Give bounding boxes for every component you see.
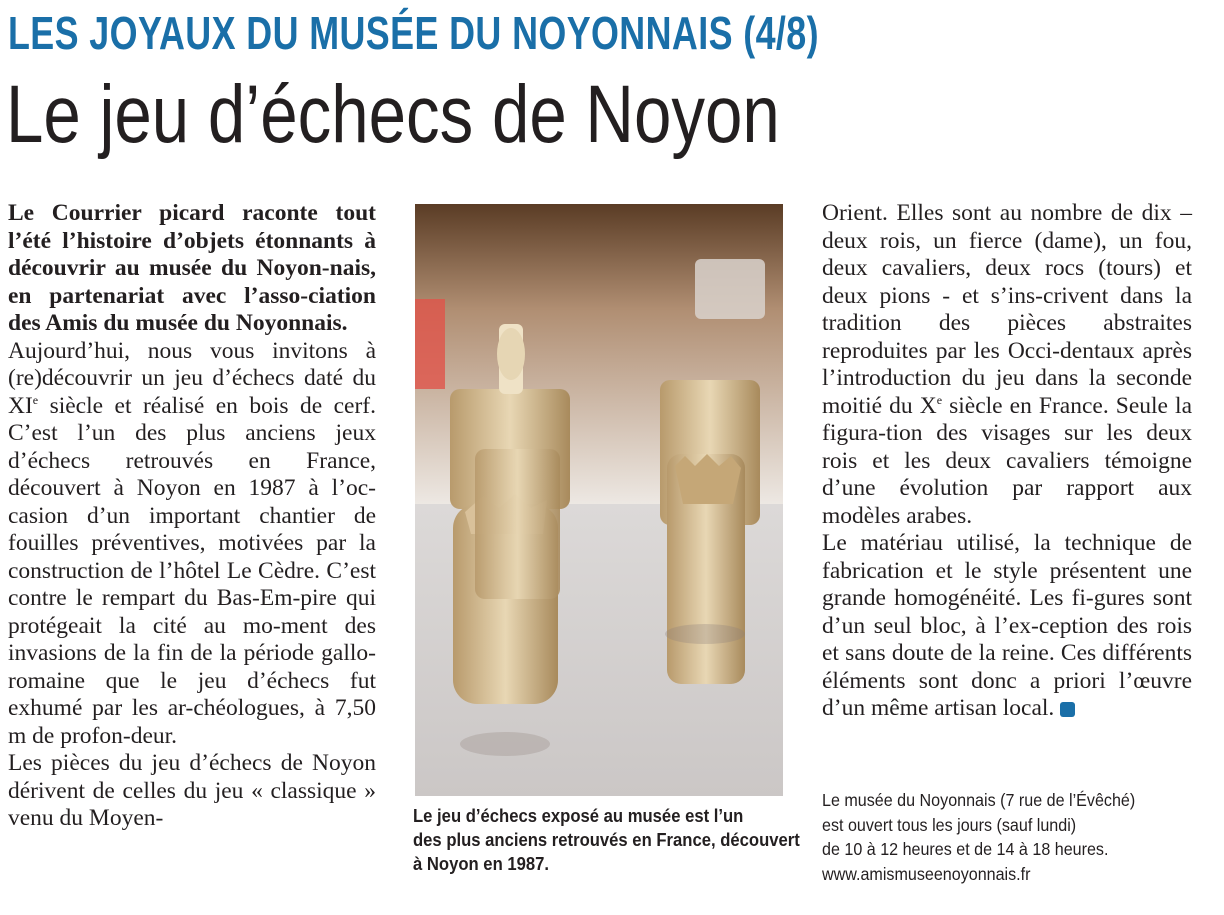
text-line: une grande homogénéité. Les fi- [822,557,1193,611]
article-photo [415,204,783,796]
lead-paragraph [8,200,376,338]
text-line: (tours) et deux pions - et s’ins- [822,255,1193,309]
superscript: e [936,392,943,407]
body-paragraph [8,338,376,751]
text-line: jeux d’échecs retrouvés en France, [8,420,376,474]
text-line: les deux cavaliers témoigne d’une [822,447,1193,501]
text-line: pire qui protégeait la cité au mo- [8,585,376,639]
text-line: jeu dans la seconde moitié du [822,365,1193,419]
website-link[interactable]: www.amismuseenoyonnais.fr [822,863,1031,884]
text-line: Noyonnais. [235,310,348,336]
body-paragraph [8,750,376,833]
article-right-column [822,200,1192,723]
text-line: ment des invasions de la fin de la [8,612,376,666]
text-line: cerf. C’est l’un des plus anciens [8,392,376,446]
body-paragraph [822,530,1192,723]
article-left-column [8,200,376,833]
text-line: nais, en partenariat avec l’asso- [8,255,376,309]
text-line: ception des rois et sans doute de la [822,612,1192,666]
text-line: fabrication et le style présentent [822,557,1147,584]
caption-line: à Noyon en 1987. [413,853,550,874]
text-line: crivent dans la tradition des pièces [822,282,1192,336]
text-line: (re)découvrir un jeu d’échecs daté [8,365,344,391]
pawn-piece [475,449,560,599]
text-line: Le Courrier picard raconte tout [8,200,376,226]
text-line: la construction de l’hôtel Le Cèdre. [8,530,376,584]
text-line: du XI [8,365,376,419]
text-line: d’échecs fut exhumé par les ar- [8,667,376,721]
red-label [415,299,445,389]
text-line: ciation des Amis du musée du [8,282,376,336]
caption-line: des plus anciens retrouvés en France, découvert [413,829,800,850]
museum-info-box [822,788,1172,886]
text-line: chéologues, à 7,50 m de profon- [8,695,376,749]
chess-pieces-photo [415,204,783,796]
text-line: tion des visages sur les deux rois et [822,420,1192,474]
text-line: évolution par rapport aux modèles [822,475,1192,529]
shelf-shadow [665,624,745,644]
body-paragraph [822,200,1192,530]
text-line: – deux rois, un fierce (dame), un [822,200,1193,254]
text-line: abstraites reproduites par les Occi- [822,310,1193,364]
caption-line: Le jeu d’échecs exposé au musée est l’un [413,805,744,826]
text-line: Aujourd’hui, nous vous invitons à [8,337,376,364]
photo-caption [413,804,800,876]
text-line: Les pièces du jeu d’échecs de [8,750,303,776]
info-line: Le musée du Noyonnais (7 rue de l’Évêché) [822,790,1136,810]
end-of-article-icon [1060,702,1075,717]
text-line: artisan local. [934,695,1055,721]
text-line: casion d’un important chantier de [8,502,376,529]
text-line: découvert à Noyon en 1987 à l’oc- [8,475,376,501]
text-line: Orient. Elles sont au nombre de dix [822,200,1172,226]
wall-panel [695,259,765,319]
text-line: arabes. [906,502,973,529]
text-line: l’été l’histoire d’objets étonnants [8,227,354,254]
text-line: reine. Ces différents éléments sont [822,640,1192,694]
info-line: est ouvert tous les jours (sauf lundi) [822,814,1077,835]
headline: Le jeu d’échecs de Noyon [6,69,780,160]
text-line: X [919,392,937,419]
text-line: fou, deux cavaliers, deux rocs [822,227,1192,281]
info-line: de 10 à 12 heures et de 14 à 18 heures. [822,839,1109,859]
text-line: deur. [130,722,178,749]
text-line: siècle et réalisé en bois de [38,392,323,419]
kicker-title: LES JOYAUX DU MUSÉE DU NOYONNAIS (4/8) [8,7,819,59]
text-line: Noyon dérivent de celles du jeu [8,750,377,804]
text-line: période gallo-romaine que le jeu [8,640,376,694]
text-line: gures sont d’un seul bloc, à l’ex- [822,585,1192,639]
text-line: C’est contre le rempart du Bas-Em- [8,557,377,611]
text-line: Le matériau utilisé, la technique de [822,530,1192,556]
text-line: « classique » venu du Moyen- [8,777,376,831]
text-line: dentaux après l’introduction du [822,337,1192,391]
text-line: donc a priori l’œuvre d’un même [822,667,1193,721]
text-line: fouilles préventives, motivées par [8,530,347,556]
superscript: e [32,392,39,407]
text-line: siècle en France. Seule la figura- [822,392,1193,446]
text-line: à découvrir au musée du Noyon- [8,227,376,281]
